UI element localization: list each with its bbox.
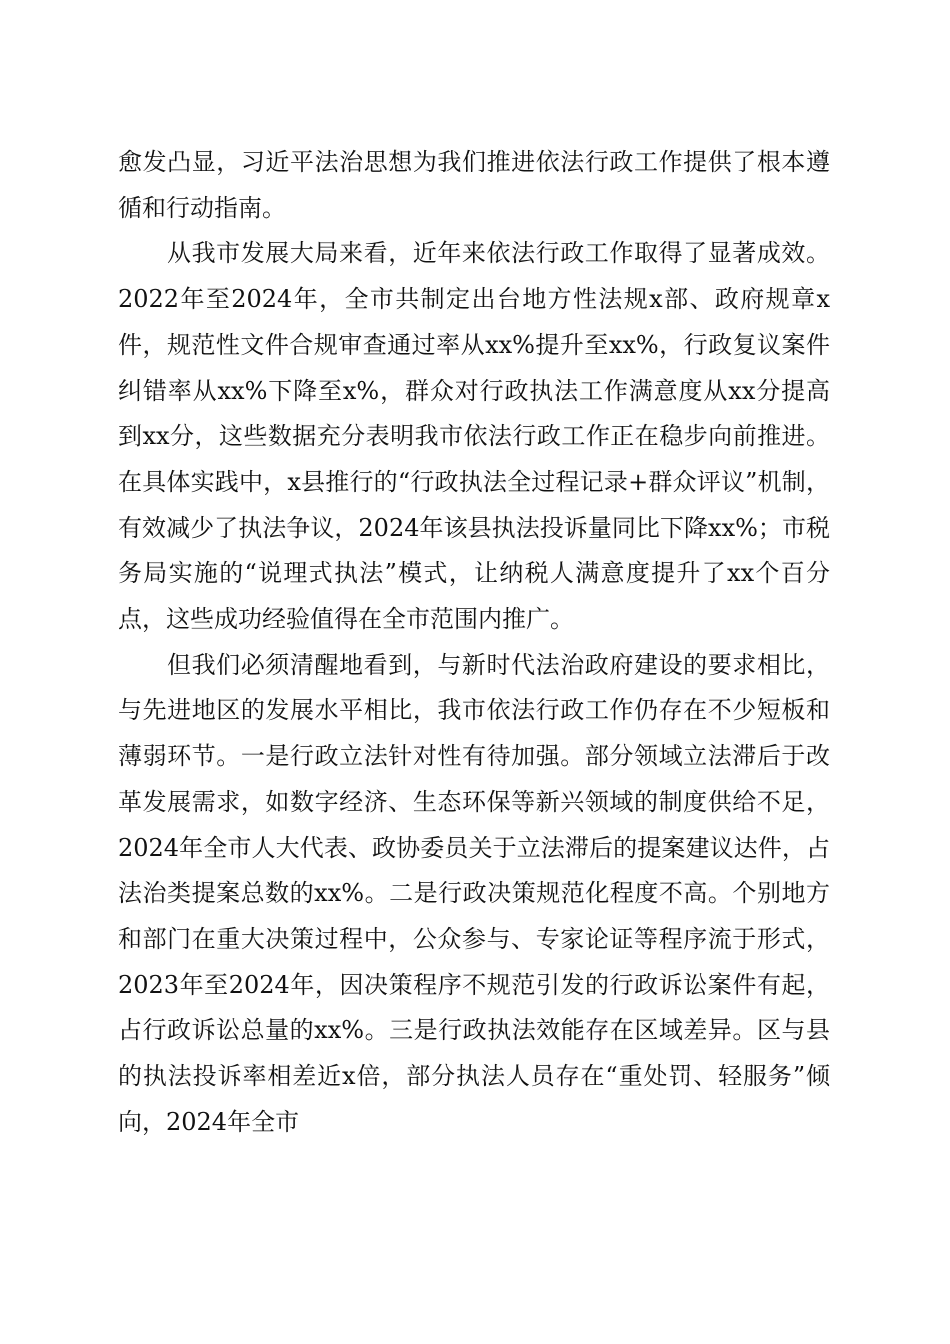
document-page — [118, 140, 830, 1145]
paragraph-1: 愈发凸显，习近平法治思想为我们推进依法行政工作提供了根本遵循和行动指南。 — [118, 148, 830, 222]
paragraph-3: 但我们必须清醒地看到，与新时代法治政府建设的要求相比，与先进地区的发展水平相比，我市依法行政工作仍存在不少短板和薄弱环节。一是行政立法针对性有待加强。部分领域立法滞后于改革发展需求，如数字经济、生态环保等新兴领域的制度供给不足，2024年全市人大代表、政协委员关于立法滞后的提案建议达件，占法治类提案总数的xx%。二是行政决策规范化程度不高。个别地方和部门在重大决策过程中，公众参与、专家论证等程序流于形式，2023年至2024年，因决策程序不规范引发的行政诉讼案件有起，占行政诉讼总量的xx%。三是行政执法效能存在区域差异。区与县的执法投诉率相差近x倍，部分执法人员存在“重处罚、轻服务”倾向，2024年全市 — [118, 650, 830, 1136]
paragraph-2: 从我市发展大局来看，近年来依法行政工作取得了显著成效。2022年至2024年，全市共制定出台地方性法规x部、政府规章x件，规范性文件合规审查通过率从xx%提升至xx%，行政复议案件纠错率从xx%下降至x%，群众对行政执法工作满意度从xx分提高到xx分，这些数据充分表明我市依法行政工作正在稳步向前推进。在具体实践中，x县推行的“行政执法全过程记录+群众评议”机制，有效减少了执法争议，2024年该县执法投诉量同比下降xx%；市税务局实施的“说理式执法”模式，让纳税人满意度提升了xx个百分点，这些成功经验值得在全市范围内推广。 — [118, 239, 830, 634]
